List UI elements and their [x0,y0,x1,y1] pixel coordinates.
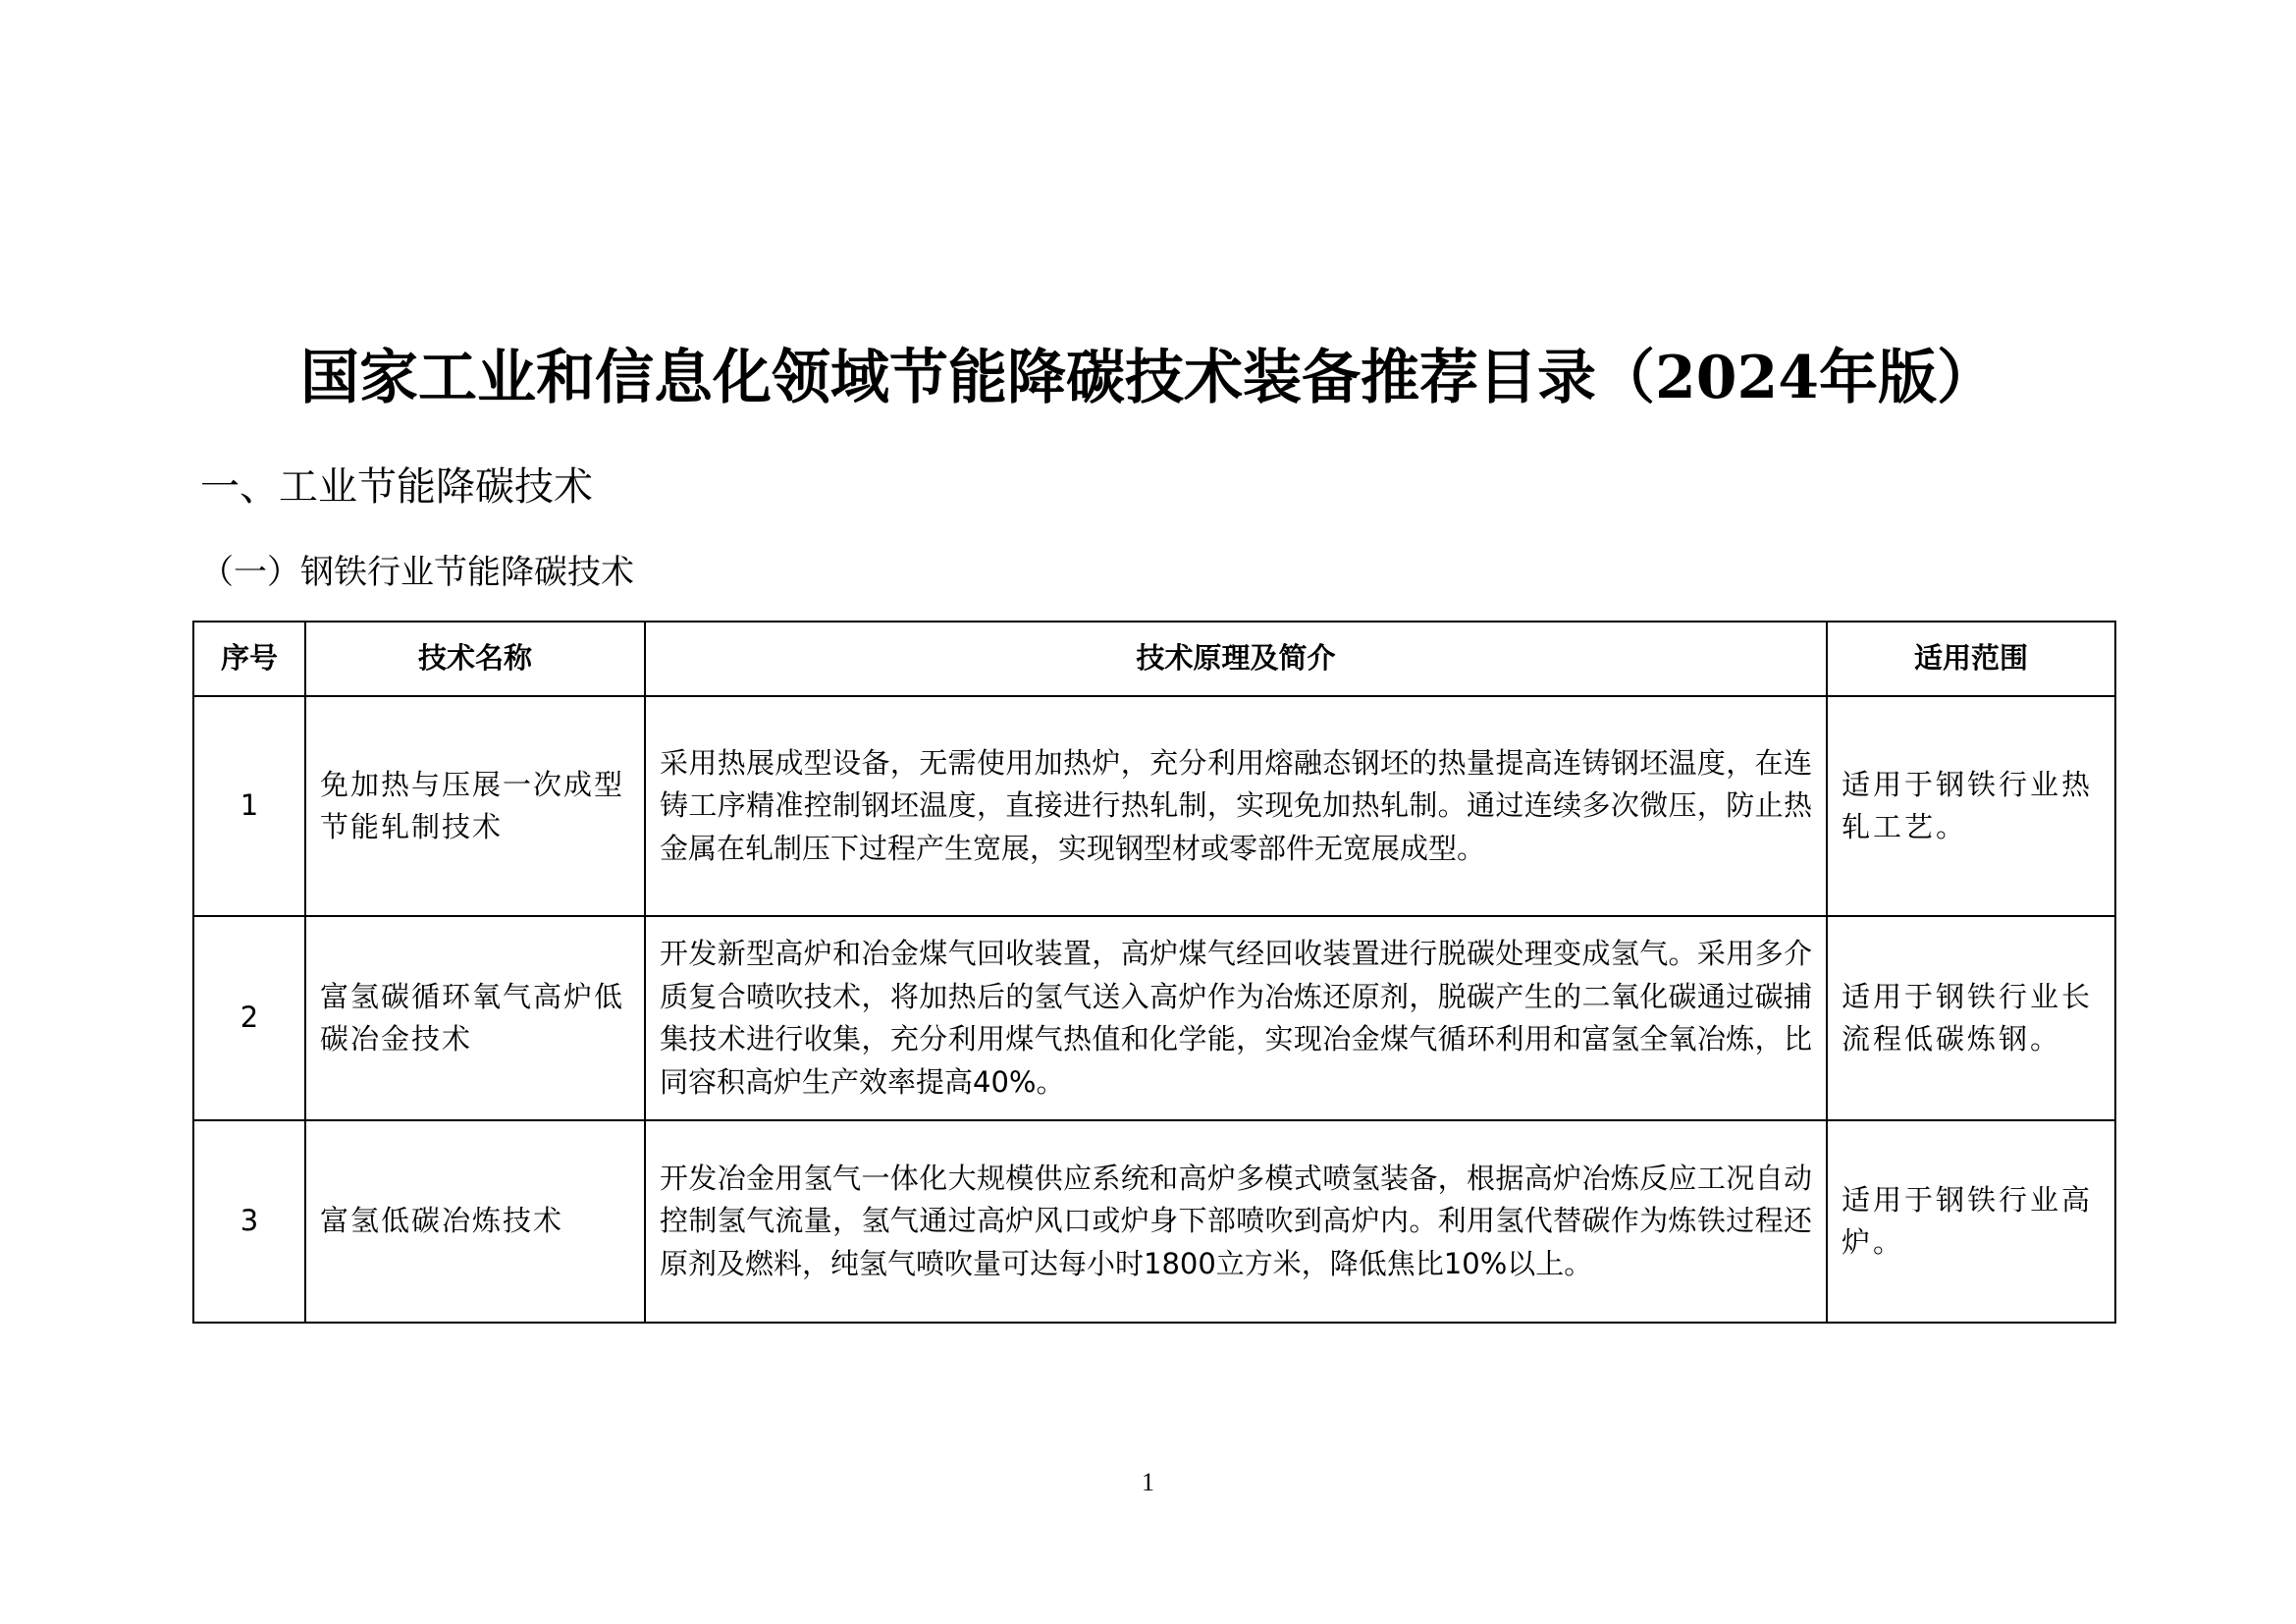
cell-technology-name: 富氢碳循环氧气高炉低碳冶金技术 [305,916,645,1120]
cell-technology-name: 富氢低碳冶炼技术 [305,1120,645,1323]
table-header-row [193,622,2115,696]
subsection-heading: （一）钢铁行业节能降碳技术 [200,553,634,592]
cell-principle-description: 开发冶金用氢气一体化大规模供应系统和高炉多模式喷氢装备，根据高炉冶炼反应工况自动控制氢气流量，氢气通过高炉风口或炉身下部喷吹到高炉内。利用氢代替碳作为炼铁过程还原剂及燃料，纯氢气喷吹量可达每小时1800立方米，降低焦比10%以上。 [645,1120,1827,1323]
section-heading: 一、工业节能降碳技术 [200,464,593,510]
header-principle-description: 技术原理及简介 [645,622,1827,696]
table-row [193,696,2115,916]
page-title: 国家工业和信息化领域节能降碳技术装备推荐目录（2024年版） [300,344,1996,412]
cell-scope: 适用于钢铁行业热轧工艺。 [1827,696,2115,916]
cell-scope: 适用于钢铁行业长流程低碳炼钢。 [1827,916,2115,1120]
table-row [193,1120,2115,1323]
table-row [193,916,2115,1120]
technology-table [192,621,2116,1324]
header-serial-number: 序号 [193,622,305,696]
cell-principle-description: 开发新型高炉和冶金煤气回收装置，高炉煤气经回收装置进行脱碳处理变成氢气。采用多介质复合喷吹技术，将加热后的氢气送入高炉作为冶炼还原剂，脱碳产生的二氧化碳通过碳捕集技术进行收集，充分利用煤气热值和化学能，实现冶金煤气循环利用和富氢全氧冶炼，比同容积高炉生产效率提高40%。 [645,916,1827,1120]
cell-serial-number: 1 [193,696,305,916]
cell-technology-name: 免加热与压展一次成型节能轧制技术 [305,696,645,916]
header-scope: 适用范围 [1827,622,2115,696]
cell-serial-number: 2 [193,916,305,1120]
cell-scope: 适用于钢铁行业高炉。 [1827,1120,2115,1323]
cell-serial-number: 3 [193,1120,305,1323]
page-number: 1 [1142,1468,1154,1496]
header-technology-name: 技术名称 [305,622,645,696]
cell-principle-description: 采用热展成型设备，无需使用加热炉，充分利用熔融态钢坯的热量提高连铸钢坯温度，在连铸工序精准控制钢坯温度，直接进行热轧制，实现免加热轧制。通过连续多次微压，防止热金属在轧制压下过程产生宽展，实现钢型材或零部件无宽展成型。 [645,696,1827,916]
